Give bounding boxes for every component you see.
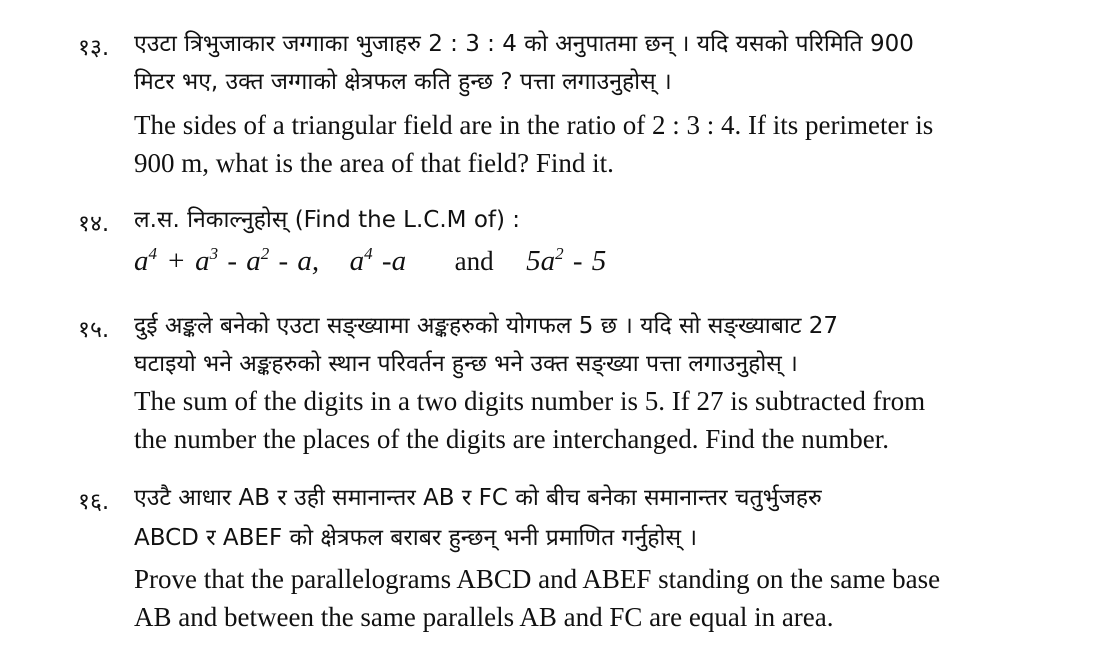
nepali-text-line: एउटै आधार AB र उही समानान्तर AB र FC को बीच बनेका समानान्तर चतुर्भुजहरु — [134, 485, 822, 511]
english-text-line: 900 m, what is the area of that field? Find it. — [134, 148, 614, 178]
expression-3: $5a^2 - 5$ — [526, 244, 607, 277]
question-number: १५. — [78, 317, 110, 343]
nepali-text-line: दुई अङ्कले बनेको एउटा सङ्ख्यामा अङ्कहरुको योगफल 5 छ । यदि सो सङ्ख्याबाट 27 — [134, 313, 839, 339]
conjunction: and — [454, 246, 494, 276]
english-text-line: the number the places of the digits are interchanged. Find the number. — [134, 424, 890, 454]
nepali-text-line: ABCD र ABEF को क्षेत्रफल बराबर हुन्छन् भनी प्रमाणित गर्नुहोस् । — [134, 525, 698, 551]
question-number: १४. — [78, 211, 110, 237]
nepali-text-line: मिटर भए, उक्त जग्गाको क्षेत्रफल कति हुन्छ ? पत्ता लगाउनुहोस् । — [134, 69, 672, 95]
nepali-text-line: ल.स. निकाल्नुहोस् (Find the L.C.M of) : — [134, 207, 521, 233]
english-text-line: AB and between the same parallels AB and FC are equal in area. — [134, 602, 834, 632]
expression-2: $a^4$ -a — [349, 244, 407, 277]
nepali-text-line: एउटा त्रिभुजाकार जग्गाका भुजाहरु 2 : 3 : 4 को अनुपातमा छन् । यदि यसको परिमिति 900 — [134, 31, 914, 57]
english-text-line: The sum of the digits in a two digits number is 5. If 27 is subtracted from — [134, 386, 926, 416]
expression-1: $a^4 + a^3 - a^2 - a$, — [134, 244, 320, 277]
question-number: १३. — [78, 35, 110, 61]
question-number: १६. — [78, 489, 110, 515]
nepali-text-line: घटाइयो भने अङ्कहरुको स्थान परिवर्तन हुन्छ भने उक्त सङ्ख्या पत्ता लगाउनुहोस् । — [134, 351, 798, 377]
english-text-line: The sides of a triangular field are in the ratio of 2 : 3 : 4. If its perimeter is — [134, 110, 934, 140]
english-text-line: Prove that the parallelograms ABCD and ABEF standing on the same base — [134, 564, 941, 594]
lcm-expressions — [134, 244, 606, 278]
